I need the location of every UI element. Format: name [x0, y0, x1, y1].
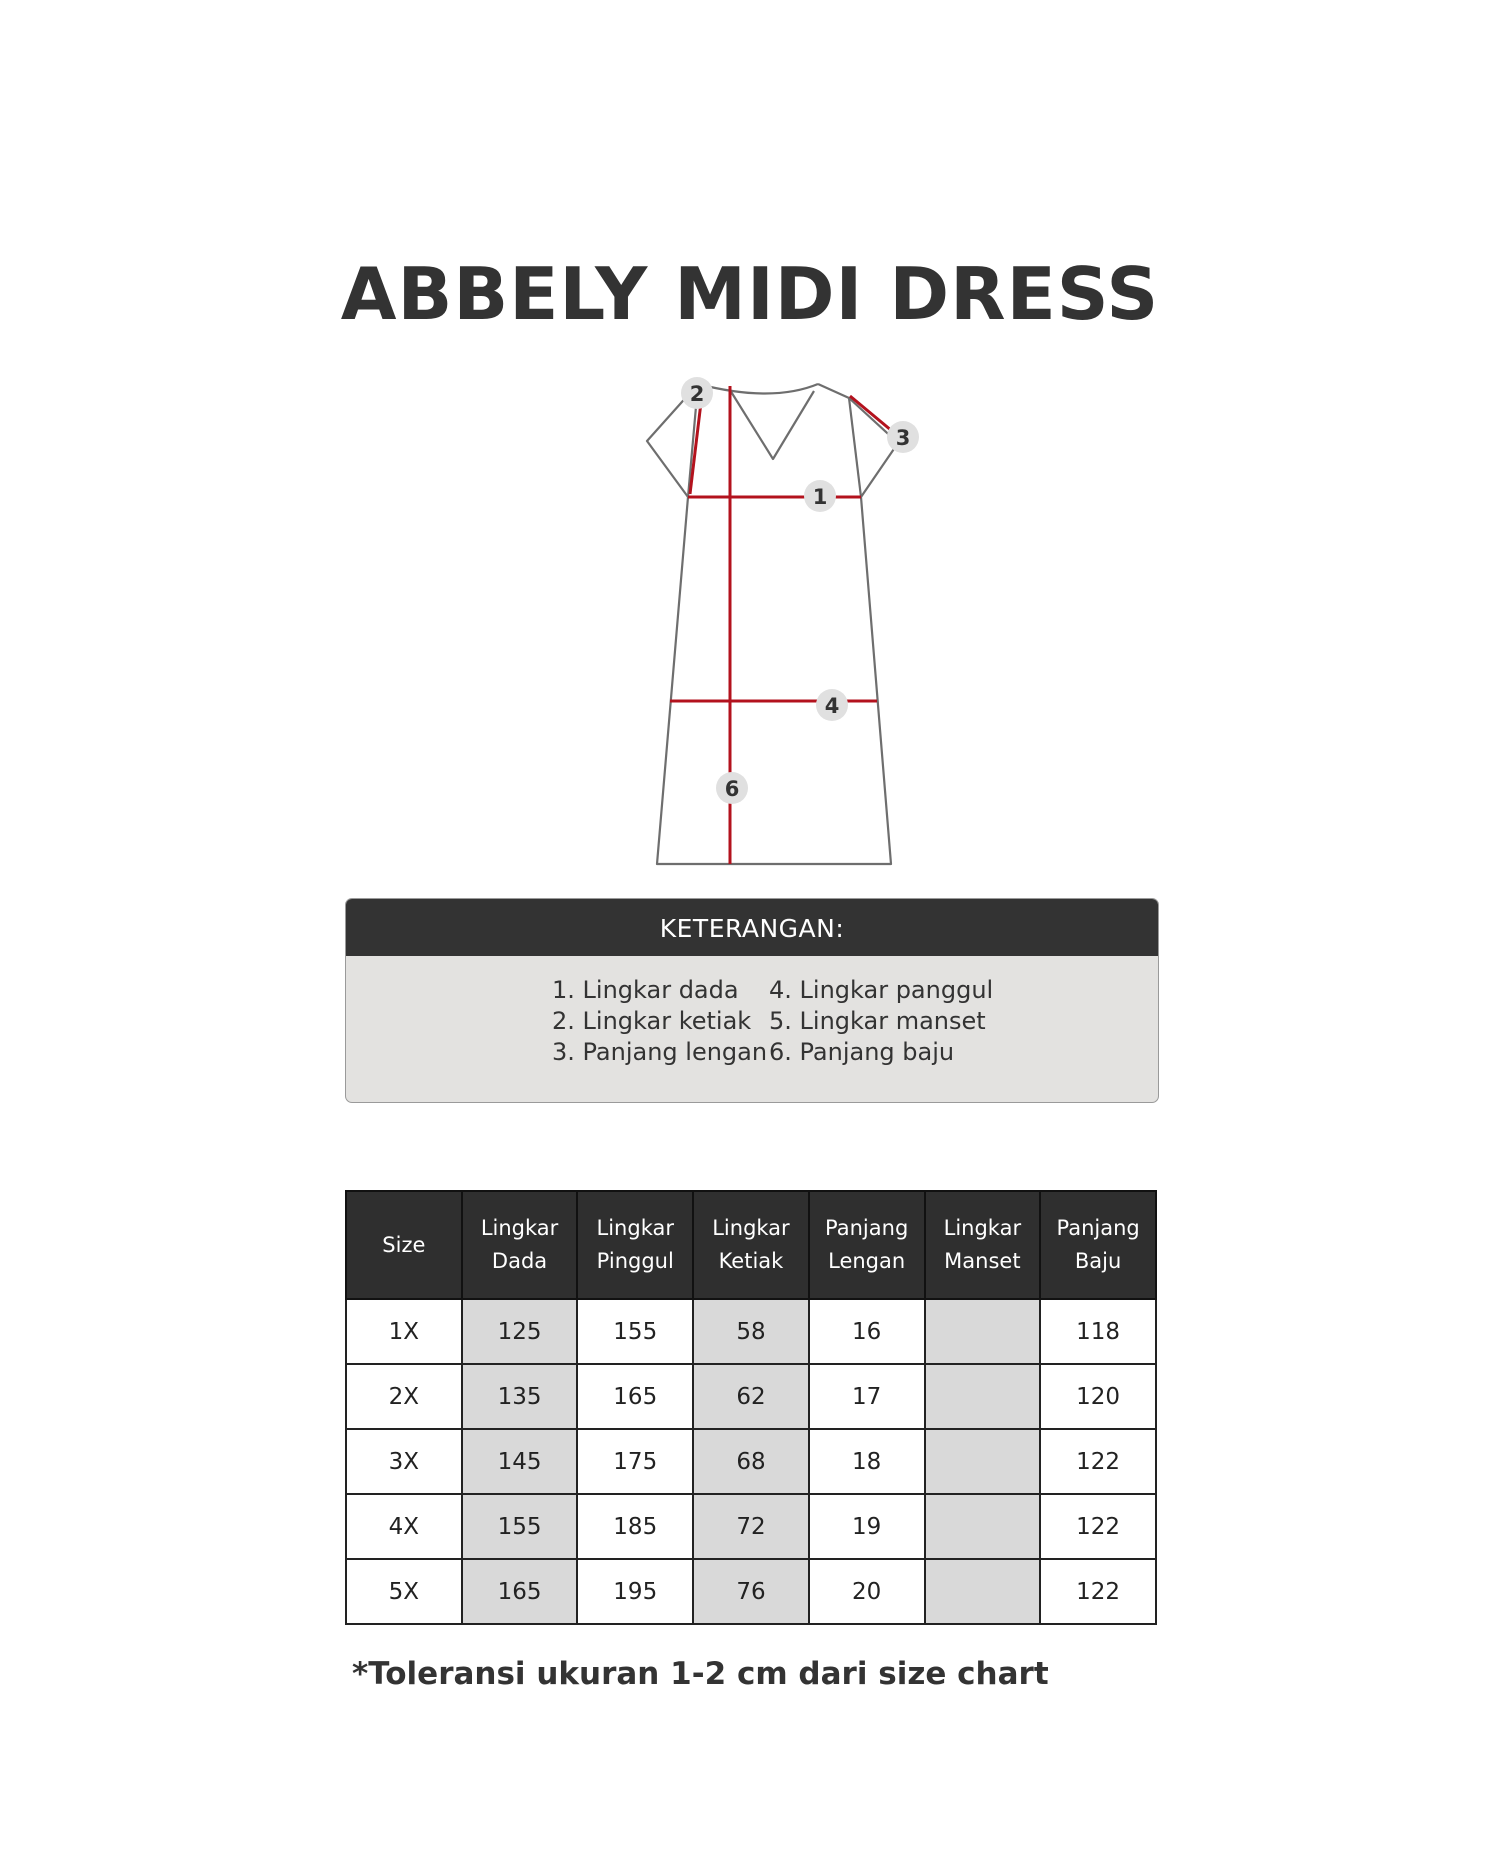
marker-3 — [887, 421, 919, 453]
legend-item: 1. Lingkar dada — [552, 976, 739, 1004]
legend-item: 3. Panjang lengan — [552, 1038, 768, 1066]
table-header-row — [346, 1191, 1156, 1299]
column-header — [809, 1191, 925, 1299]
column-header — [1040, 1191, 1156, 1299]
column-header-text: Pinggul — [596, 1249, 674, 1273]
table-cell: 155 — [462, 1494, 578, 1559]
table-cell: 18 — [809, 1429, 925, 1494]
table-cell: 195 — [577, 1559, 693, 1624]
column-header-text: Lingkar — [480, 1216, 559, 1240]
column-header-text: Size — [382, 1232, 426, 1257]
column-header — [693, 1191, 809, 1299]
column-header-text: Panjang — [825, 1216, 909, 1240]
table-cell: 58 — [693, 1299, 809, 1364]
table-cell: 19 — [809, 1494, 925, 1559]
column-header-text: Baju — [1074, 1249, 1122, 1273]
table-cell — [925, 1364, 1041, 1429]
legend-box — [345, 898, 1159, 1103]
size-label-cell: 5X — [346, 1559, 462, 1624]
table-cell: 122 — [1040, 1559, 1156, 1624]
marker-4 — [816, 689, 848, 721]
table-row — [346, 1494, 1156, 1559]
size-label-cell: 4X — [346, 1494, 462, 1559]
table-cell: 17 — [809, 1364, 925, 1429]
size-label-cell: 3X — [346, 1429, 462, 1494]
table-row — [346, 1559, 1156, 1624]
size-label-cell: 1X — [346, 1299, 462, 1364]
marker-1 — [804, 480, 836, 512]
legend-item: 5. Lingkar manset — [769, 1007, 986, 1035]
table-row — [346, 1299, 1156, 1364]
marker-2-label: 2 — [689, 382, 705, 406]
table-cell: 72 — [693, 1494, 809, 1559]
table-cell — [925, 1494, 1041, 1559]
column-header — [925, 1191, 1041, 1299]
legend-column-1 — [552, 975, 767, 1068]
legend-item: 4. Lingkar panggul — [769, 976, 994, 1004]
table-cell: 62 — [693, 1364, 809, 1429]
table-cell: 155 — [577, 1299, 693, 1364]
marker-2 — [681, 377, 713, 409]
size-chart-table — [345, 1190, 1157, 1625]
column-header — [462, 1191, 578, 1299]
page-title: ABBELY MIDI DRESS — [340, 252, 1160, 336]
table-cell: 165 — [462, 1559, 578, 1624]
size-label-cell: 2X — [346, 1364, 462, 1429]
table-cell: 135 — [462, 1364, 578, 1429]
table-cell: 145 — [462, 1429, 578, 1494]
column-header-text: Ketiak — [718, 1249, 784, 1273]
table-cell: 185 — [577, 1494, 693, 1559]
legend-heading: KETERANGAN: — [346, 899, 1158, 956]
marker-6-label: 6 — [724, 777, 740, 801]
dress-outline — [647, 384, 898, 864]
table-cell — [925, 1559, 1041, 1624]
column-header-text: Lingkar — [943, 1216, 1022, 1240]
column-header-text: Panjang — [1056, 1216, 1140, 1240]
table-cell: 16 — [809, 1299, 925, 1364]
table-cell: 165 — [577, 1364, 693, 1429]
column-header-text: Lingkar — [596, 1216, 674, 1240]
table-cell: 125 — [462, 1299, 578, 1364]
table-cell — [925, 1299, 1041, 1364]
legend-item: 2. Lingkar ketiak — [552, 1007, 752, 1035]
table-cell: 20 — [809, 1559, 925, 1624]
marker-3-label: 3 — [895, 426, 911, 450]
marker-1-label: 1 — [812, 485, 828, 509]
table-cell — [925, 1429, 1041, 1494]
column-header — [346, 1191, 462, 1299]
table-cell: 68 — [693, 1429, 809, 1494]
measurement-lines — [670, 386, 892, 864]
column-header-text: Dada — [491, 1249, 548, 1273]
legend-item: 6. Panjang baju — [769, 1038, 955, 1066]
table-row — [346, 1364, 1156, 1429]
legend-column-2 — [769, 975, 993, 1068]
table-cell: 118 — [1040, 1299, 1156, 1364]
table-cell: 76 — [693, 1559, 809, 1624]
table-cell: 175 — [577, 1429, 693, 1494]
sleeve-measure-line — [850, 396, 892, 431]
table-cell: 120 — [1040, 1364, 1156, 1429]
column-header — [577, 1191, 693, 1299]
column-header-text: Lengan — [828, 1249, 906, 1273]
table-cell: 122 — [1040, 1494, 1156, 1559]
marker-6 — [716, 772, 748, 804]
column-header-text: Lingkar — [712, 1216, 790, 1240]
marker-4-label: 4 — [824, 694, 840, 718]
table-cell: 122 — [1040, 1429, 1156, 1494]
tolerance-note: *Toleransi ukuran 1-2 cm dari size chart — [352, 1656, 1049, 1692]
table-row — [346, 1429, 1156, 1494]
column-header-text: Manset — [944, 1249, 1021, 1273]
